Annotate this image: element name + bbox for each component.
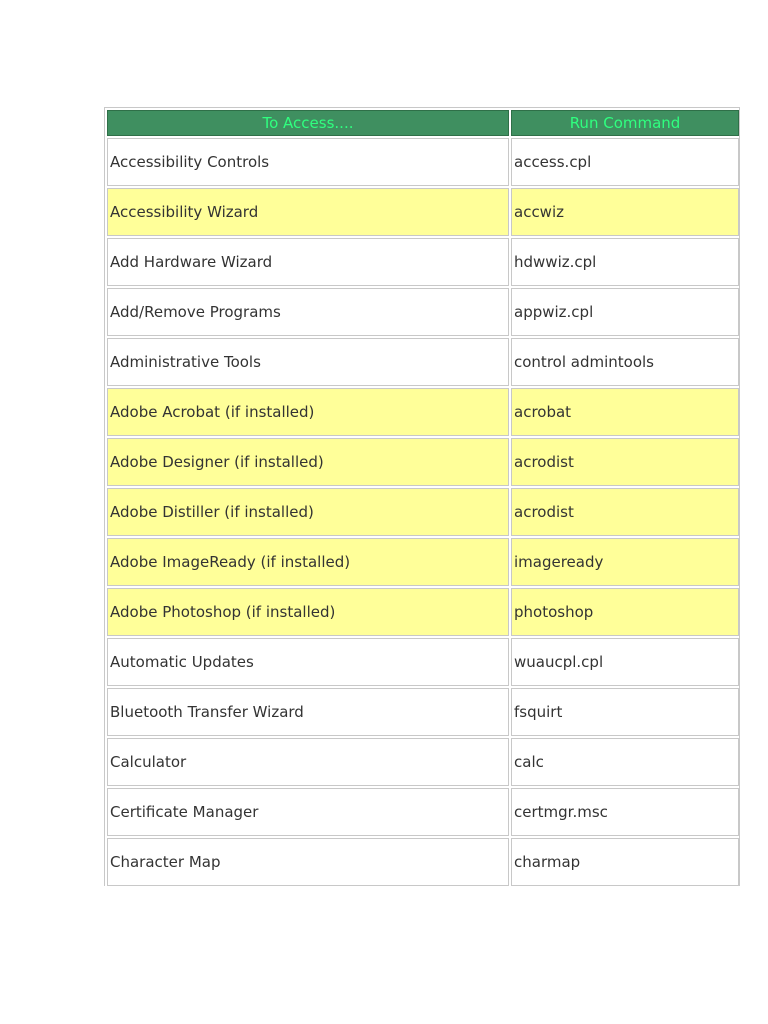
run-commands-table xyxy=(105,108,741,888)
access-cell: Adobe Designer (if installed) xyxy=(107,438,509,486)
access-cell: Administrative Tools xyxy=(107,338,509,386)
access-cell: Certificate Manager xyxy=(107,788,509,836)
access-cell: Adobe Photoshop (if installed) xyxy=(107,588,509,636)
table-row xyxy=(107,838,739,886)
table-row xyxy=(107,238,739,286)
command-cell: calc xyxy=(511,738,739,786)
command-cell: charmap xyxy=(511,838,739,886)
command-cell: appwiz.cpl xyxy=(511,288,739,336)
command-cell: hdwwiz.cpl xyxy=(511,238,739,286)
access-cell: Bluetooth Transfer Wizard xyxy=(107,688,509,736)
access-cell: Automatic Updates xyxy=(107,638,509,686)
table-row xyxy=(107,338,739,386)
header-to-access: To Access.... xyxy=(107,110,509,136)
command-cell: accwiz xyxy=(511,188,739,236)
command-cell: imageready xyxy=(511,538,739,586)
table-row xyxy=(107,738,739,786)
access-cell: Adobe Distiller (if installed) xyxy=(107,488,509,536)
table-row xyxy=(107,688,739,736)
command-cell: photoshop xyxy=(511,588,739,636)
command-cell: wuaucpl.cpl xyxy=(511,638,739,686)
access-cell: Accessibility Controls xyxy=(107,138,509,186)
table-row xyxy=(107,288,739,336)
table-header-row xyxy=(107,110,739,136)
table-row xyxy=(107,488,739,536)
command-cell: acrobat xyxy=(511,388,739,436)
command-cell: control admintools xyxy=(511,338,739,386)
access-cell: Accessibility Wizard xyxy=(107,188,509,236)
access-cell: Character Map xyxy=(107,838,509,886)
table-row xyxy=(107,538,739,586)
table-row xyxy=(107,138,739,186)
command-cell: acrodist xyxy=(511,488,739,536)
command-cell: certmgr.msc xyxy=(511,788,739,836)
access-cell: Adobe ImageReady (if installed) xyxy=(107,538,509,586)
access-cell: Add/Remove Programs xyxy=(107,288,509,336)
header-run-command: Run Command xyxy=(511,110,739,136)
run-commands-table-wrapper xyxy=(104,107,740,886)
table-row xyxy=(107,388,739,436)
command-cell: access.cpl xyxy=(511,138,739,186)
access-cell: Adobe Acrobat (if installed) xyxy=(107,388,509,436)
access-cell: Add Hardware Wizard xyxy=(107,238,509,286)
command-cell: acrodist xyxy=(511,438,739,486)
access-cell: Calculator xyxy=(107,738,509,786)
table-row xyxy=(107,588,739,636)
command-cell: fsquirt xyxy=(511,688,739,736)
table-row xyxy=(107,638,739,686)
table-row xyxy=(107,188,739,236)
table-row xyxy=(107,788,739,836)
table-row xyxy=(107,438,739,486)
